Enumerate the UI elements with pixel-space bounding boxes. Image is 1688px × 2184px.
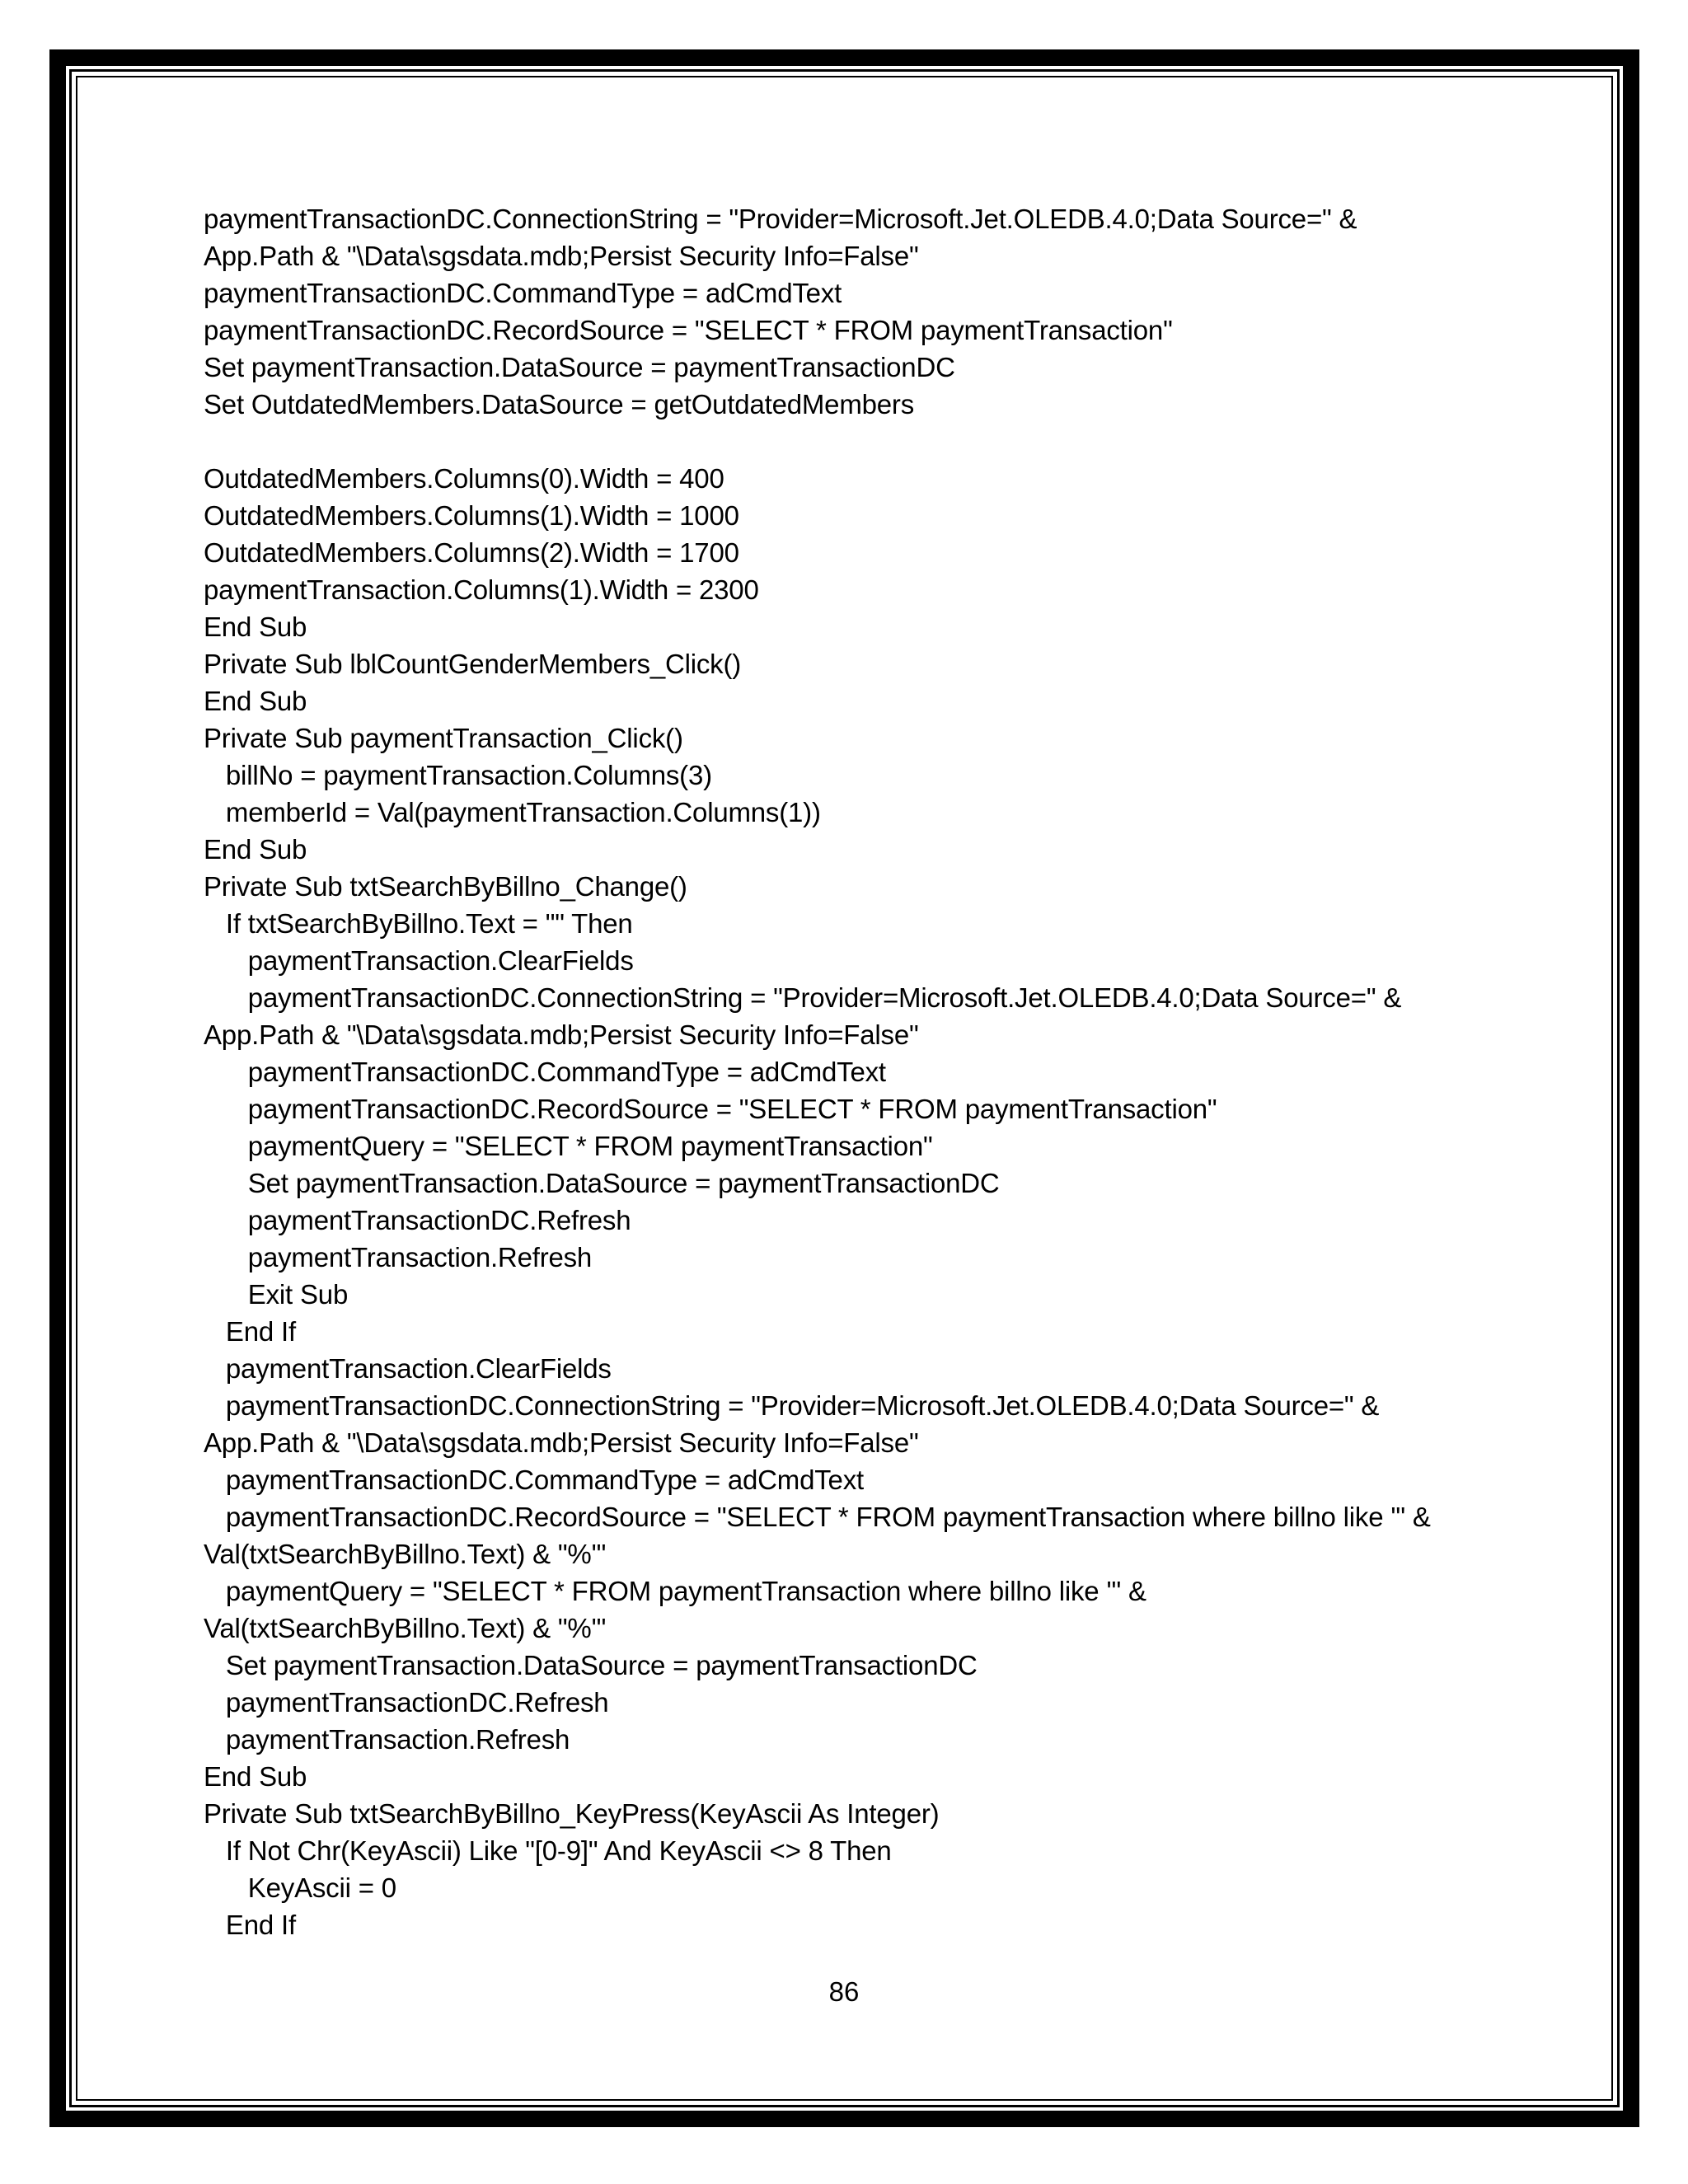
code-line: OutdatedMembers.Columns(0).Width = 400 bbox=[204, 463, 724, 494]
code-line: paymentTransactionDC.RecordSource = "SELECT * FROM paymentTransaction" bbox=[204, 315, 1173, 345]
code-line: paymentTransaction.Columns(1).Width = 2300 bbox=[204, 574, 759, 605]
code-line: memberId = Val(paymentTransaction.Columns(1)) bbox=[204, 797, 821, 827]
code-line: End Sub bbox=[204, 1761, 307, 1792]
code-line: paymentTransactionDC.Refresh bbox=[204, 1205, 631, 1235]
code-line: App.Path & "\Data\sgsdata.mdb;Persist Security Info=False" bbox=[204, 1019, 919, 1050]
code-line: billNo = paymentTransaction.Columns(3) bbox=[204, 760, 712, 790]
code-line: End If bbox=[204, 1910, 296, 1940]
code-line: OutdatedMembers.Columns(2).Width = 1700 bbox=[204, 537, 739, 568]
code-line: paymentTransactionDC.ConnectionString = "Provider=Microsoft.Jet.OLEDB.4.0;Data Source=" & bbox=[204, 204, 1357, 234]
code-line: Private Sub txtSearchByBillno_Change() bbox=[204, 871, 687, 902]
code-line: KeyAscii = 0 bbox=[204, 1872, 396, 1903]
code-line: paymentTransaction.ClearFields bbox=[204, 1353, 612, 1384]
code-line: paymentQuery = "SELECT * FROM paymentTransaction" bbox=[204, 1131, 933, 1161]
code-line: App.Path & "\Data\sgsdata.mdb;Persist Security Info=False" bbox=[204, 1427, 919, 1458]
code-line: End Sub bbox=[204, 686, 307, 716]
code-line: Val(txtSearchByBillno.Text) & "%'" bbox=[204, 1613, 607, 1643]
code-line: If Not Chr(KeyAscii) Like "[0-9]" And KeyAscii <> 8 Then bbox=[204, 1835, 892, 1866]
code-line: paymentTransactionDC.RecordSource = "SELECT * FROM paymentTransaction" bbox=[204, 1094, 1217, 1124]
code-line: End If bbox=[204, 1316, 296, 1347]
code-line: paymentTransactionDC.ConnectionString = "Provider=Microsoft.Jet.OLEDB.4.0;Data Source=" & bbox=[204, 982, 1402, 1013]
code-line: End Sub bbox=[204, 834, 307, 865]
code-line: Set paymentTransaction.DataSource = paymentTransactionDC bbox=[204, 1650, 978, 1680]
code-line: End Sub bbox=[204, 612, 307, 642]
code-line bbox=[204, 423, 1555, 460]
code-line: paymentTransaction.ClearFields bbox=[204, 945, 634, 976]
code-line: If txtSearchByBillno.Text = "" Then bbox=[204, 908, 633, 939]
code-line: paymentTransactionDC.CommandType = adCmdText bbox=[204, 1465, 864, 1495]
code-line: Set paymentTransaction.DataSource = paymentTransactionDC bbox=[204, 1168, 1000, 1198]
code-line: paymentTransactionDC.CommandType = adCmdText bbox=[204, 278, 842, 308]
code-line: App.Path & "\Data\sgsdata.mdb;Persist Security Info=False" bbox=[204, 241, 919, 271]
code-line: paymentTransactionDC.Refresh bbox=[204, 1687, 609, 1718]
code-line: paymentTransaction.Refresh bbox=[204, 1724, 570, 1755]
code-line: paymentQuery = "SELECT * FROM paymentTransaction where billno like '" & bbox=[204, 1576, 1146, 1606]
page-number: 86 bbox=[828, 1976, 860, 2007]
code-line: OutdatedMembers.Columns(1).Width = 1000 bbox=[204, 500, 739, 531]
code-line: Set paymentTransaction.DataSource = paymentTransactionDC bbox=[204, 352, 955, 382]
code-line: Set OutdatedMembers.DataSource = getOutdatedMembers bbox=[204, 389, 915, 419]
code-line: paymentTransactionDC.RecordSource = "SELECT * FROM paymentTransaction where billno like '" & bbox=[204, 1502, 1431, 1532]
code-line: Val(txtSearchByBillno.Text) & "%'" bbox=[204, 1539, 607, 1569]
code-line: Private Sub lblCountGenderMembers_Click() bbox=[204, 649, 742, 679]
code-line: paymentTransactionDC.ConnectionString = "Provider=Microsoft.Jet.OLEDB.4.0;Data Source=" & bbox=[204, 1390, 1380, 1421]
code-line: Private Sub txtSearchByBillno_KeyPress(KeyAscii As Integer) bbox=[204, 1798, 940, 1829]
code-line: Private Sub paymentTransaction_Click() bbox=[204, 723, 683, 753]
code-line: paymentTransactionDC.CommandType = adCmdText bbox=[204, 1057, 886, 1087]
code-line: paymentTransaction.Refresh bbox=[204, 1242, 593, 1272]
code-listing bbox=[204, 200, 1555, 1943]
code-line: Exit Sub bbox=[204, 1279, 349, 1310]
